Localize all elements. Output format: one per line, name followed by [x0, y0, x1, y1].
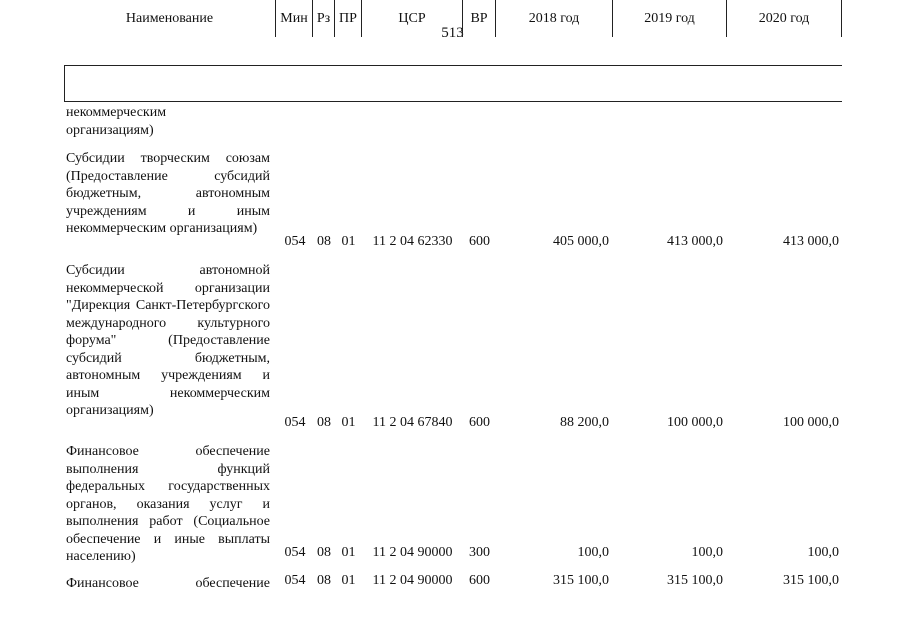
header-2020: 2020 год [727, 0, 842, 37]
page-number: 513 [441, 25, 464, 41]
header-min: Мин [276, 0, 313, 37]
row-vr: 600 [469, 234, 490, 249]
header-2018: 2018 год [496, 0, 613, 37]
row-2018: 100,0 [577, 545, 609, 560]
row-2019: 413 000,0 [667, 234, 723, 249]
row-2018: 88 200,0 [560, 415, 609, 430]
row-rz: 08 [317, 234, 331, 249]
header-vr: ВР [463, 0, 496, 37]
row-2019: 315 100,0 [667, 573, 723, 588]
row-name: Финансовое обеспечение [66, 576, 270, 591]
row-2020: 100,0 [807, 545, 839, 560]
row-2020: 100 000,0 [783, 415, 839, 430]
row-pr: 01 [341, 234, 356, 249]
row-vr: 600 [469, 573, 490, 588]
row-min: 054 [284, 234, 306, 249]
header-csr: ЦСР [362, 0, 463, 37]
row-vr: 300 [469, 545, 490, 560]
row-min: 054 [284, 415, 306, 430]
row-vr: 600 [469, 415, 490, 430]
header-rz: Рз [313, 0, 335, 37]
row-name: Субсидии творческим союзам (Предоставление субсидий бюджетным, автономным учреждениям и иным некоммерческим организациям) [66, 151, 270, 236]
row-csr: 11 2 04 90000 [372, 573, 453, 588]
row-name: Субсидии автономной некоммерческой организации "Дирекция Санкт-Петербургского международного культурного форума" (Предоставление субсидий бюджетным, автономным учреждениям и иным некоммерческим организациям) [66, 263, 270, 418]
header-pr: ПР [335, 0, 362, 37]
continued-name-text: некоммерческим организациям) [66, 105, 167, 138]
row-csr: 11 2 04 90000 [372, 545, 453, 560]
row-min: 054 [284, 573, 306, 588]
header-2019: 2019 год [613, 0, 727, 37]
row-rz: 08 [317, 545, 331, 560]
row-rz: 08 [317, 573, 331, 588]
table-header-frame [64, 65, 842, 102]
row-pr: 01 [341, 415, 356, 430]
row-csr: 11 2 04 62330 [372, 234, 453, 249]
row-2020: 413 000,0 [783, 234, 839, 249]
row-name: Финансовое обеспечение выполнения функций федеральных государственных органов, оказания услуг и выполнения работ (Социальное обеспечение и иные выплаты населению) [66, 444, 270, 564]
row-2019: 100 000,0 [667, 415, 723, 430]
row-rz: 08 [317, 415, 331, 430]
row-pr: 01 [341, 573, 356, 588]
row-min: 054 [284, 545, 306, 560]
row-2018: 315 100,0 [553, 573, 609, 588]
row-2019: 100,0 [691, 545, 723, 560]
row-csr: 11 2 04 67840 [372, 415, 453, 430]
row-2020: 315 100,0 [783, 573, 839, 588]
row-pr: 01 [341, 545, 356, 560]
row-2018: 405 000,0 [553, 234, 609, 249]
header-name: Наименование [64, 0, 276, 37]
